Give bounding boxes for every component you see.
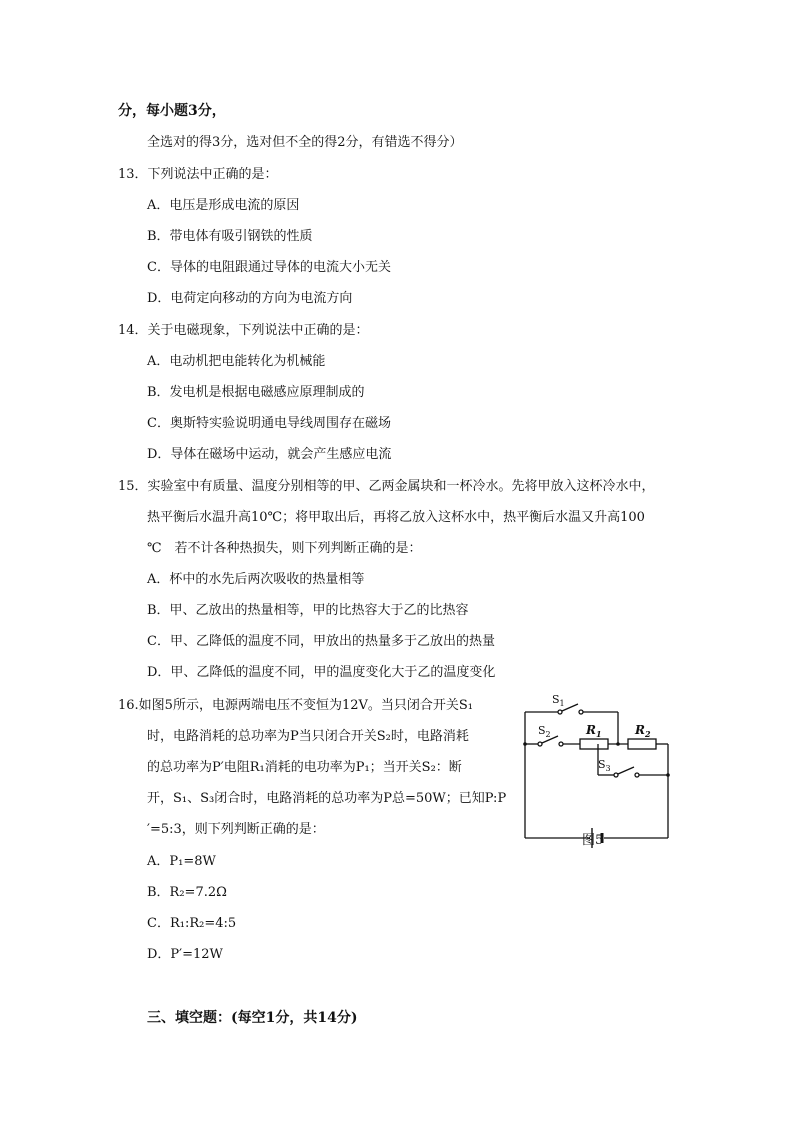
question-15-stem-line-2: 热平衡后水温升高10℃；将甲取出后，再将乙放入这杯水中，热平衡后水温又升高100 [147, 510, 645, 525]
question-13-option-b: B．带电体有吸引钢铁的性质 [147, 229, 313, 244]
question-15-stem-line-3: ℃ 若不计各种热损失，则下列判断正确的是： [147, 541, 422, 556]
question-16-stem-line-1: 16.如图5所示，电源两端电压不变恒为12V。当只闭合开关S₁ [118, 698, 473, 713]
question-13-option-d: D．电荷定向移动的方向为电流方向 [147, 291, 353, 306]
question-13-option-c: C．导体的电阻跟通过导体的电流大小无关 [147, 260, 391, 275]
switch-s2-label: $S_2$ [538, 724, 551, 739]
question-14-stem: 14．关于电磁现象，下列说法中正确的是： [118, 323, 369, 338]
question-13-stem: 13．下列说法中正确的是： [118, 167, 278, 182]
question-15-option-b: B．甲、乙放出的热量相等，甲的比热容大于乙的比热容 [147, 603, 469, 618]
scoring-instruction: 全选对的得3分，选对但不全的得2分，有错选不得分） [147, 135, 463, 150]
resistor-r2-label: $R_2$ [635, 723, 651, 739]
question-13-option-a: A．电压是形成电流的原因 [147, 198, 300, 213]
question-16-stem-line-3: 的总功率为P′电阻R₁消耗的电功率为P₁；当开关S₂：断 [147, 760, 462, 775]
question-14-option-b: B．发电机是根据电磁感应原理制成的 [147, 385, 365, 400]
question-15-option-d: D．甲、乙降低的温度不同，甲的温度变化大于乙的温度变化 [147, 665, 496, 680]
figure-caption: 图5 [582, 833, 604, 848]
question-16-stem-line-5: ′=5:3，则下列判断正确的是： [147, 822, 325, 837]
question-15-stem-line-1: 15．实验室中有质量、温度分别相等的甲、乙两金属块和一杯冷水。先将甲放入这杯冷水中， [118, 479, 655, 494]
question-15-option-c: C．甲、乙降低的温度不同，甲放出的热量多于乙放出的热量 [147, 634, 495, 649]
question-14-option-d: D．导体在磁场中运动，就会产生感应电流 [147, 447, 392, 462]
question-14-option-c: C．奥斯特实验说明通电导线周围存在磁场 [147, 416, 391, 431]
question-16-stem-line-2: 时，电路消耗的总功率为P当只闭合开关S₂时，电路消耗 [147, 729, 469, 744]
question-16-option-c: C．R₁:R₂=4:5 [147, 916, 237, 931]
switch-s1-label: $S_1$ [552, 693, 565, 708]
question-16-option-d: D．P′=12W [147, 947, 223, 962]
question-16-option-a: A．P₁=8W [147, 854, 216, 869]
switch-s3-label: $S_3$ [598, 758, 611, 773]
section-3-heading: 三、填空题：(每空1分，共14分) [147, 1010, 358, 1026]
question-16-option-b: B．R₂=7.2Ω [147, 885, 227, 900]
question-14-option-a: A．电动机把电能转化为机械能 [147, 354, 326, 369]
question-16-stem-line-4: 开，S₁、S₃闭合时，电路消耗的总功率为P总=50W；已知P:P [147, 791, 507, 806]
resistor-r1-label: $R_1$ [586, 723, 602, 739]
section-header-line: 分，每小题3分， [118, 103, 226, 119]
question-15-option-a: A．杯中的水先后两次吸收的热量相等 [147, 572, 365, 587]
